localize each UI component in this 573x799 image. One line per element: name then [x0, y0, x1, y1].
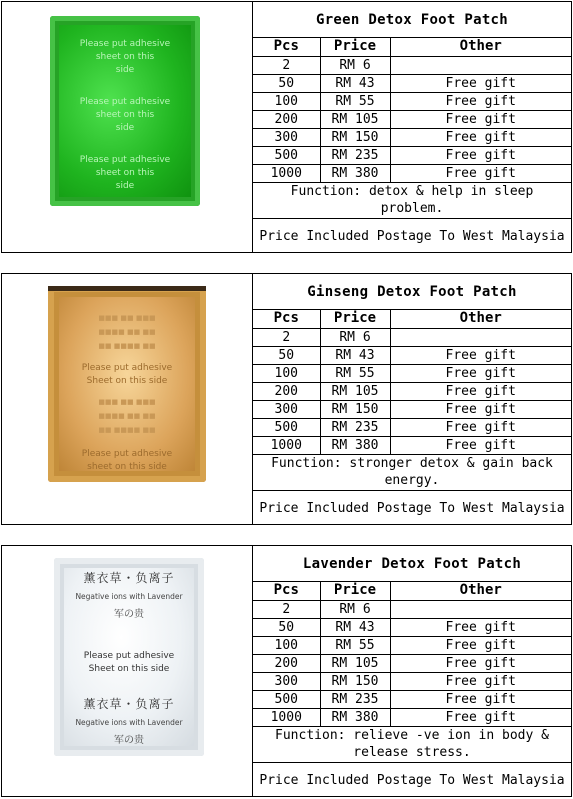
cell-other: Free gift — [390, 74, 571, 92]
cell-price: RM 43 — [320, 74, 390, 92]
package-text: Please put adhesive — [81, 449, 173, 459]
header-price: Price — [320, 38, 390, 56]
cell-other: Free gift — [390, 636, 571, 654]
table-row — [253, 636, 571, 654]
table-row — [253, 690, 571, 708]
table-row — [253, 56, 571, 74]
product-image-cell — [2, 274, 253, 524]
cell-price: RM 55 — [320, 364, 390, 382]
package-text: sheet on this — [95, 110, 155, 120]
package-text: 薰衣草・负离子 — [83, 697, 175, 711]
table-header-row — [253, 582, 571, 600]
cell-other: Free gift — [390, 128, 571, 146]
table-header-row — [253, 310, 571, 328]
table-header-row — [253, 38, 571, 56]
cell-other: Free gift — [390, 708, 571, 726]
cell-other — [390, 328, 571, 346]
cell-price: RM 55 — [320, 636, 390, 654]
postage-note: Price Included Postage To West Malaysia — [259, 228, 565, 244]
table-row — [253, 654, 571, 672]
header-other: Other — [390, 38, 571, 56]
table-row — [253, 128, 571, 146]
cell-pcs: 2 — [253, 600, 320, 618]
package-text: sheet on this side — [87, 462, 167, 472]
postage-note: Price Included Postage To West Malaysia — [259, 772, 565, 788]
cell-price: RM 105 — [320, 654, 390, 672]
cell-pcs: 200 — [253, 654, 320, 672]
package-text: Sheet on this side — [86, 376, 168, 386]
price-table — [253, 582, 571, 727]
cell-other — [390, 600, 571, 618]
cell-price: RM 235 — [320, 690, 390, 708]
package-faint-text-icon: ■■■■ ■■ ■■ — [98, 328, 156, 336]
cell-pcs: 2 — [253, 56, 320, 74]
lavender-patch-image — [54, 558, 204, 756]
cell-pcs: 500 — [253, 146, 320, 164]
package-text: side — [115, 123, 135, 133]
product-info — [253, 546, 571, 796]
table-row — [253, 400, 571, 418]
cell-other: Free gift — [390, 400, 571, 418]
price-table — [253, 310, 571, 455]
cell-other: Free gift — [390, 364, 571, 382]
price-table — [253, 38, 571, 183]
product-title: Lavender Detox Foot Patch — [253, 546, 571, 582]
cell-pcs: 200 — [253, 110, 320, 128]
table-row — [253, 418, 571, 436]
table-row — [253, 382, 571, 400]
cell-price: RM 150 — [320, 672, 390, 690]
package-text: side — [115, 65, 135, 75]
table-row — [253, 618, 571, 636]
table-row — [253, 708, 571, 726]
cell-price: RM 43 — [320, 618, 390, 636]
cell-price: RM 6 — [320, 328, 390, 346]
package-text: Please put adhesive — [79, 39, 171, 49]
cell-pcs: 100 — [253, 364, 320, 382]
function-text: Function: stronger detox & gain back energy. — [253, 455, 571, 491]
cell-other: Free gift — [390, 436, 571, 454]
product-info — [253, 274, 571, 524]
cell-pcs: 300 — [253, 672, 320, 690]
cell-price: RM 43 — [320, 346, 390, 364]
table-row — [253, 672, 571, 690]
table-row — [253, 364, 571, 382]
package-text: Negative ions with Lavender — [75, 718, 183, 727]
product-section-ginseng — [1, 273, 572, 525]
package-faint-text-icon: ■■ ■■■■ ■■ — [98, 426, 156, 434]
cell-price: RM 6 — [320, 56, 390, 74]
package-text: 军の贵 — [114, 735, 144, 746]
table-row — [253, 92, 571, 110]
package-text: 薰衣草・负离子 — [83, 571, 175, 585]
cell-price: RM 380 — [320, 436, 390, 454]
function-text: Function: relieve -ve ion in body & release stress. — [253, 727, 571, 763]
cell-pcs: 200 — [253, 382, 320, 400]
product-image-cell — [2, 2, 253, 252]
cell-pcs: 300 — [253, 400, 320, 418]
cell-other — [390, 56, 571, 74]
table-row — [253, 74, 571, 92]
cell-other: Free gift — [390, 618, 571, 636]
package-text: sheet on this — [95, 168, 155, 178]
cell-pcs: 500 — [253, 690, 320, 708]
product-section-lavender — [1, 545, 572, 797]
package-text: Sheet on this side — [88, 664, 170, 674]
cell-other: Free gift — [390, 654, 571, 672]
header-pcs: Pcs — [253, 310, 320, 328]
cell-pcs: 300 — [253, 128, 320, 146]
cell-pcs: 1000 — [253, 164, 320, 182]
cell-other: Free gift — [390, 418, 571, 436]
cell-pcs: 1000 — [253, 436, 320, 454]
package-faint-text-icon: ■■■■ ■■ ■■ — [98, 412, 156, 420]
ginseng-patch-image — [48, 286, 206, 482]
postage-note: Price Included Postage To West Malaysia — [259, 500, 565, 516]
cell-price: RM 235 — [320, 418, 390, 436]
cell-other: Free gift — [390, 382, 571, 400]
cell-pcs: 100 — [253, 636, 320, 654]
package-text: Please put adhesive — [83, 651, 175, 661]
cell-pcs: 50 — [253, 346, 320, 364]
package-faint-text-icon: ■■ ■■■■ ■■ — [98, 342, 156, 350]
package-text: Negative ions with Lavender — [75, 592, 183, 601]
table-row — [253, 146, 571, 164]
cell-pcs: 50 — [253, 618, 320, 636]
cell-price: RM 380 — [320, 708, 390, 726]
header-pcs: Pcs — [253, 582, 320, 600]
table-row — [253, 110, 571, 128]
cell-pcs: 100 — [253, 92, 320, 110]
table-row — [253, 600, 571, 618]
table-row — [253, 436, 571, 454]
product-info — [253, 2, 571, 252]
product-image-cell — [2, 546, 253, 796]
cell-other: Free gift — [390, 164, 571, 182]
cell-price: RM 105 — [320, 382, 390, 400]
cell-price: RM 150 — [320, 400, 390, 418]
cell-price: RM 235 — [320, 146, 390, 164]
header-pcs: Pcs — [253, 38, 320, 56]
package-faint-text-icon: ■■■ ■■ ■■■ — [98, 314, 156, 322]
function-text: Function: detox & help in sleep problem. — [253, 183, 571, 219]
cell-price: RM 6 — [320, 600, 390, 618]
package-text: side — [115, 181, 135, 191]
header-other: Other — [390, 582, 571, 600]
header-other: Other — [390, 310, 571, 328]
cell-price: RM 105 — [320, 110, 390, 128]
cell-pcs: 50 — [253, 74, 320, 92]
cell-pcs: 1000 — [253, 708, 320, 726]
cell-other: Free gift — [390, 672, 571, 690]
table-row — [253, 164, 571, 182]
package-text: Please put adhesive — [79, 97, 171, 107]
cell-price: RM 150 — [320, 128, 390, 146]
cell-other: Free gift — [390, 146, 571, 164]
cell-other: Free gift — [390, 92, 571, 110]
cell-pcs: 2 — [253, 328, 320, 346]
package-text: 军の贵 — [114, 609, 144, 620]
product-title: Green Detox Foot Patch — [253, 2, 571, 38]
cell-other: Free gift — [390, 690, 571, 708]
product-title: Ginseng Detox Foot Patch — [253, 274, 571, 310]
table-row — [253, 346, 571, 364]
header-price: Price — [320, 310, 390, 328]
product-section-green — [1, 1, 572, 253]
cell-price: RM 380 — [320, 164, 390, 182]
cell-other: Free gift — [390, 346, 571, 364]
cell-pcs: 500 — [253, 418, 320, 436]
cell-price: RM 55 — [320, 92, 390, 110]
cell-other: Free gift — [390, 110, 571, 128]
package-text: sheet on this — [95, 52, 155, 62]
package-faint-text-icon: ■■■ ■■ ■■■ — [98, 398, 156, 406]
green-patch-image — [50, 16, 200, 206]
package-text: Please put adhesive — [81, 363, 173, 373]
header-price: Price — [320, 582, 390, 600]
table-row — [253, 328, 571, 346]
package-text: Please put adhesive — [79, 155, 171, 165]
